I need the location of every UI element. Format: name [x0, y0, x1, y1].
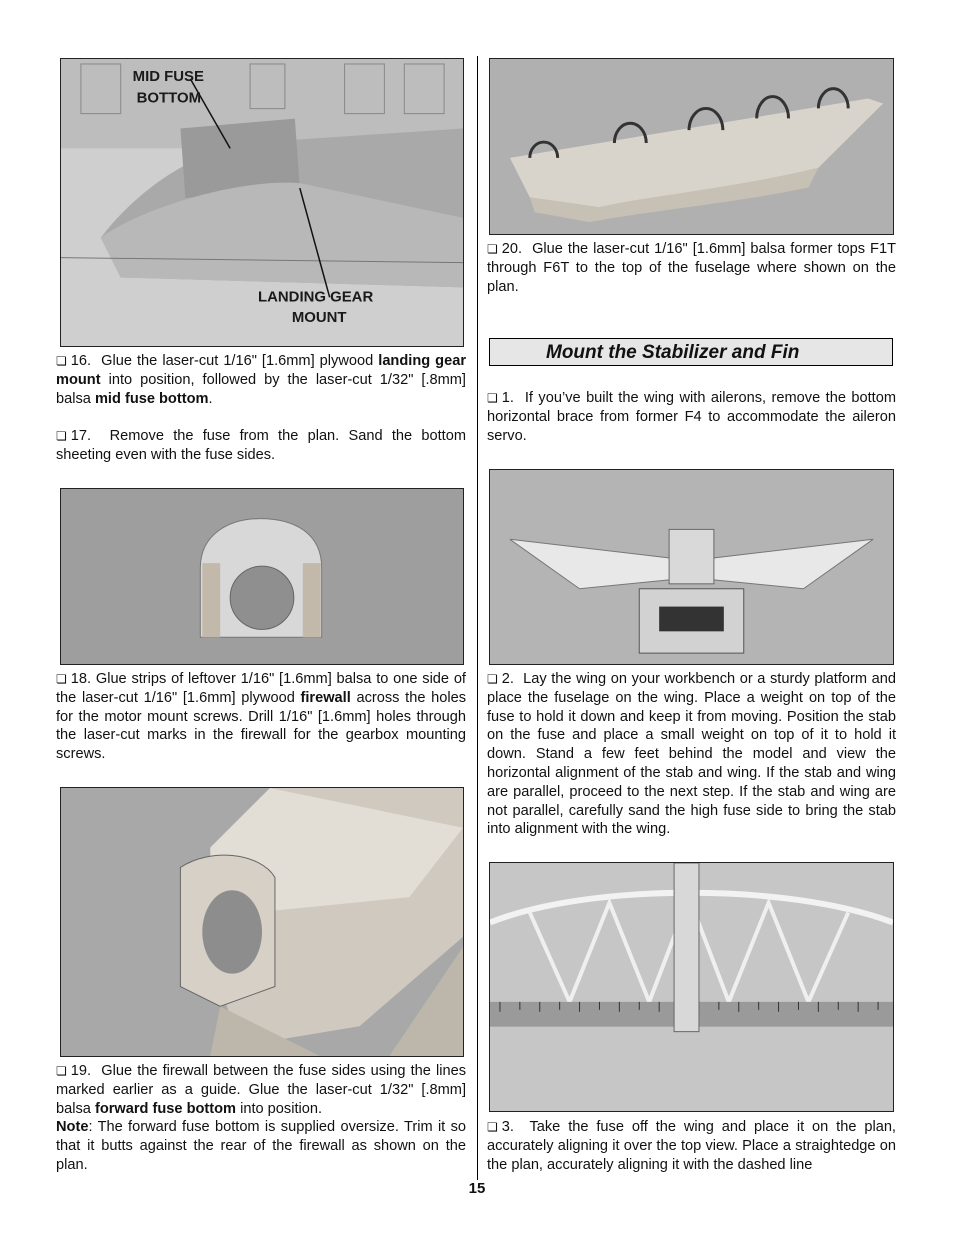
- photo-mid-fuse-bottom-image: [61, 59, 463, 346]
- photo-label-mid-fuse: MID FUSE: [132, 68, 204, 85]
- checkbox-icon[interactable]: ❏: [56, 1064, 67, 1078]
- note-label: Note: [56, 1119, 89, 1136]
- step-17: ❏ 17. Remove the fuse from the plan. Sand the bottom sheeting even with the fuse sides.: [56, 428, 466, 463]
- photo-mid-fuse-bottom: [60, 58, 464, 347]
- photo-wing-alignment: [489, 469, 894, 665]
- photo-label-mount: MOUNT: [291, 310, 347, 327]
- step-18: ❏ 18. Glue strips of leftover 1/16" [1.6mm] balsa to one side of the laser-cut 1/16" [1.6mm] plywood firewall across the holes for the motor mount screws. Drill 1/16" [1.6mm] holes through the laser-cut marks in the firewall for the gearbox mounting screws.: [56, 671, 467, 763]
- photo-firewall: [60, 488, 464, 665]
- checkbox-icon[interactable]: ❏: [487, 1120, 498, 1134]
- section-title: Mount the Stabilizer and Fin: [546, 342, 800, 363]
- column-divider: [477, 56, 478, 1180]
- checkbox-icon[interactable]: ❏: [56, 354, 67, 368]
- page-number: 15: [468, 1180, 486, 1197]
- mount-step-1: ❏ 1. If you’ve built the wing with ailerons, remove the bottom horizontal brace from former F4 to accommodate the aileron servo.: [487, 390, 897, 444]
- photo-firewall-image: [61, 489, 463, 664]
- mount-step-3: ❏ 3. Take the fuse off the wing and place it on the plan, accurately aligning it over the top view. Place a straightedge on the plan, accurately aligning it with the dashed line: [487, 1119, 896, 1173]
- checkbox-icon[interactable]: ❏: [487, 391, 498, 405]
- photo-straightedge: [489, 862, 894, 1112]
- checkbox-icon[interactable]: ❏: [487, 672, 498, 686]
- checkbox-icon[interactable]: ❏: [56, 672, 67, 686]
- checkbox-icon[interactable]: ❏: [487, 242, 498, 256]
- photo-straightedge-image: [490, 863, 893, 1111]
- photo-wing-alignment-image: [490, 470, 893, 664]
- photo-label-landing-gear: LANDING GEAR: [258, 289, 374, 306]
- section-header: [489, 338, 893, 366]
- mount-step-2: ❏ 2. Lay the wing on your workbench or a sturdy platform and place the fuselage on the wing. Place a weight on top of the fuse to hold it down and keep it from moving. Position the stab on the fuse and place a small weight on top of it to hold it down. Stand a few feet behind the model and view the horizontal alignment of the stab and wing. If the stab and wing are parallel, proceed to the next step. If the stab and wing are not parallel, carefully sand the high fuse side to bring the stab into alignment with the wing.: [487, 671, 896, 838]
- photo-label-bottom: BOTTOM: [136, 90, 201, 107]
- step-19: ❏ 19. Glue the firewall between the fuse sides using the lines marked earlier as a guide. Glue the laser-cut 1/32" [.8mm] balsa forward fuse bottom into position. Note: The forward fuse bottom is supplied oversize. Trim it so that it butts against the rear of the firewall as shown on the plan.: [56, 1063, 466, 1173]
- checkbox-icon[interactable]: ❏: [56, 429, 67, 443]
- step-16: ❏ 16. Glue the laser-cut 1/16" [1.6mm] plywood landing gear mount into position, followed by the laser-cut 1/32" [.8mm] balsa mid fuse bottom.: [56, 353, 467, 407]
- photo-firewall-installed-image: [61, 788, 463, 1056]
- step-20: ❏ 20. Glue the laser-cut 1/16" [1.6mm] balsa former tops F1T through F6T to the top of the fuselage where shown on the plan.: [487, 241, 896, 295]
- photo-firewall-installed: [60, 787, 464, 1057]
- photo-former-tops-image: [490, 59, 893, 234]
- photo-former-tops: [489, 58, 894, 235]
